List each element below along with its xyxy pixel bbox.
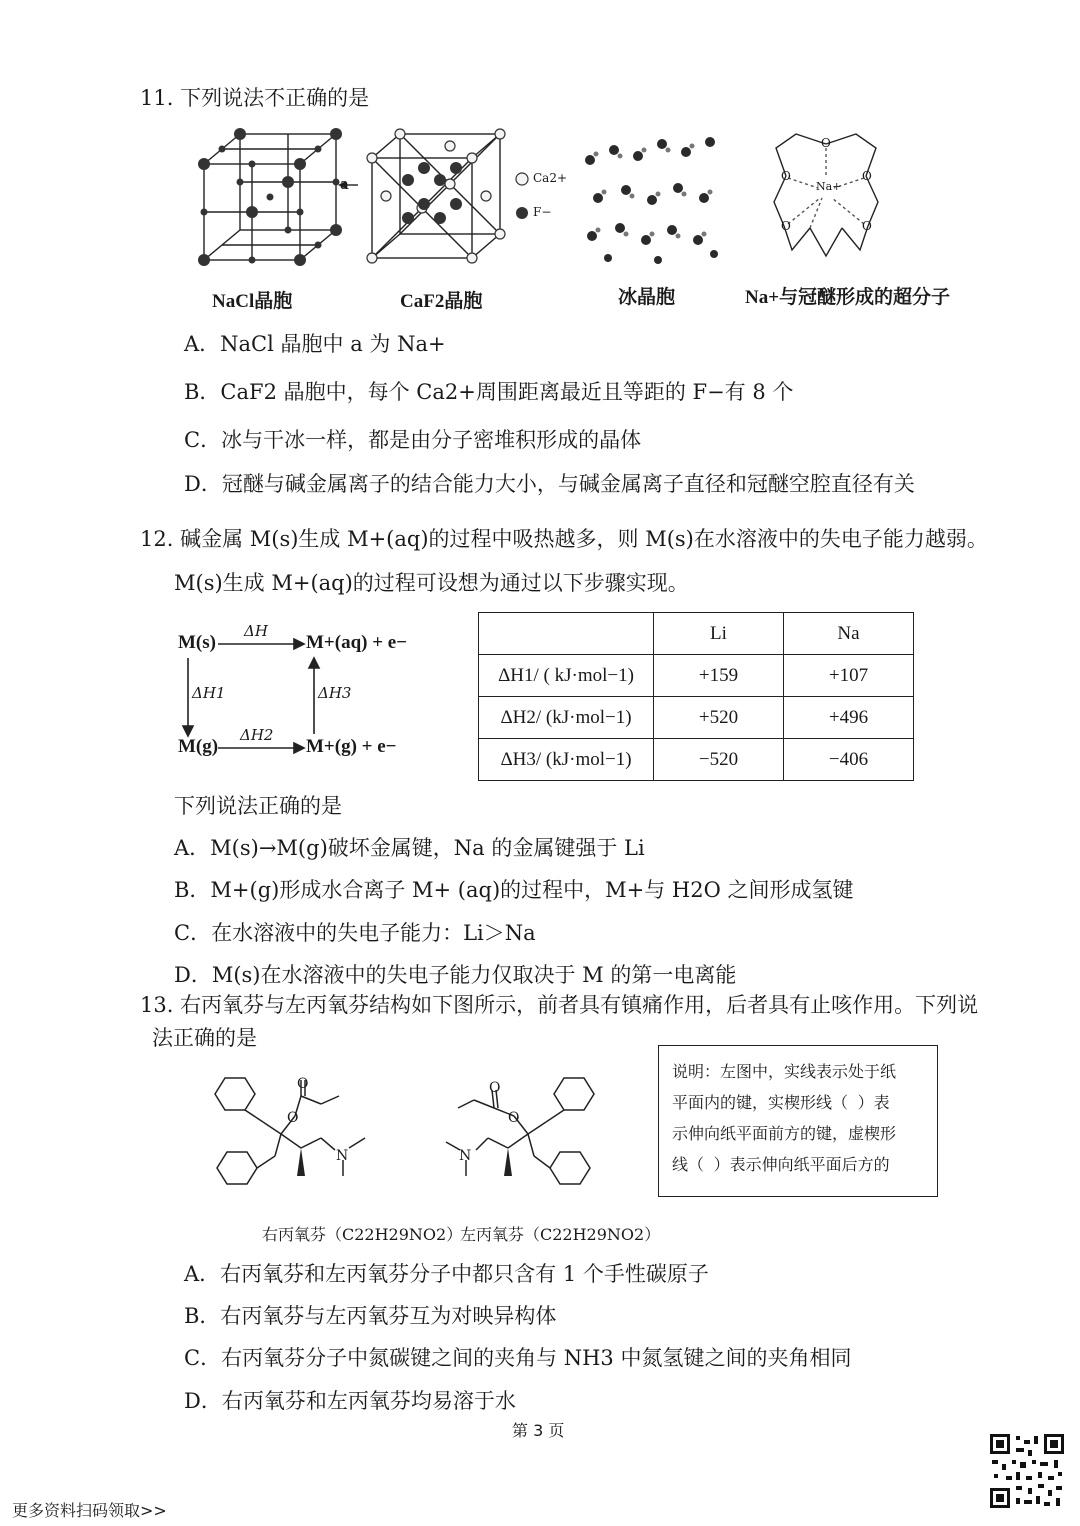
cycle-mpg: M+(g) + e− <box>306 736 397 757</box>
table-row <box>479 739 914 781</box>
q13-option-a: A．右丙氧芬和左丙氧芬分子中都只含有 1 个手性碳原子 <box>184 1262 709 1286</box>
q13-option-b: B．右丙氧芬与左丙氧芬互为对映异构体 <box>184 1304 557 1328</box>
q13-option-d: D．右丙氧芬和左丙氧芬均易溶于水 <box>184 1389 516 1413</box>
q11-option-b: B．CaF2 晶胞中，每个 Ca2+周围距离最近且等距的 F−有 8 个 <box>184 380 794 404</box>
table-cell: −406 <box>784 739 914 781</box>
q12-prompt: 下列说法正确的是 <box>174 794 342 818</box>
cycle-dh3: ΔH3 <box>318 684 352 702</box>
table-cell: +107 <box>784 655 914 697</box>
table-cell: ΔH2/ (kJ·mol−1) <box>479 697 654 739</box>
note-line: 说明：左图中，实线表示处于纸 <box>672 1062 897 1081</box>
caption-levopropoxyphene: 左丙氧芬（C22H29NO2） <box>460 1225 661 1244</box>
cycle-ms: M(s) <box>178 632 216 653</box>
caption-nacl: NaCl晶胞 <box>212 291 293 312</box>
table-cell: −520 <box>654 739 784 781</box>
caf2-legend-markers <box>514 170 530 220</box>
q13-stem-line1: 13. 右丙氧芬与左丙氧芬结构如下图所示，前者具有镇痛作用，后者具有止咳作用。下列说 <box>140 993 979 1017</box>
note-line: 平面内的键，实楔形线（ ）表 <box>672 1093 890 1112</box>
dextropropoxyphene-structure <box>205 1072 385 1202</box>
levo-n: N <box>459 1148 472 1164</box>
q12-option-a: A．M(s)→M(g)破坏金属键，Na 的金属键强于 Li <box>174 836 645 860</box>
note-line: 线（ ）表示伸向纸平面后方的 <box>672 1155 890 1174</box>
table-header-cell: Na <box>784 613 914 655</box>
table-row <box>479 697 914 739</box>
dextro-o-carbonyl: O <box>297 1076 309 1092</box>
cycle-dh1: ΔH1 <box>192 684 226 702</box>
caption-caf2: CaF2晶胞 <box>400 291 483 312</box>
levopropoxyphene-structure <box>444 1072 624 1202</box>
crown-o-label-5: O <box>862 219 872 233</box>
crown-o-label-4: O <box>781 219 791 233</box>
table-cell: ΔH3/ (kJ·mol−1) <box>479 739 654 781</box>
dextro-o-ester: O <box>287 1110 299 1126</box>
q13-stem-line2: 法正确的是 <box>152 1026 257 1050</box>
crown-o-label-3: O <box>862 169 872 183</box>
enthalpy-table <box>478 612 914 781</box>
nacl-arrow-label: a <box>340 175 349 193</box>
cycle-mg: M(g) <box>178 736 219 757</box>
table-row <box>479 655 914 697</box>
cycle-maq: M+(aq) + e− <box>306 632 408 653</box>
nacl-lattice-figure <box>192 128 362 268</box>
q11-stem: 11. 下列说法不正确的是 <box>140 86 370 110</box>
table-header-row <box>479 613 914 655</box>
table-cell: ΔH1/ ( kJ·mol−1) <box>479 655 654 697</box>
caption-ice: 冰晶胞 <box>618 287 676 308</box>
legend-ca-label: Ca2+ <box>533 171 568 185</box>
table-cell: +159 <box>654 655 784 697</box>
caption-crown-ether: Na+与冠醚形成的超分子 <box>745 287 951 308</box>
table-cell: +496 <box>784 697 914 739</box>
legend-f-label: F− <box>533 205 552 219</box>
q11-option-d: D．冠醚与碱金属离子的结合能力大小，与碱金属离子直径和冠醚空腔直径有关 <box>184 472 915 496</box>
q13-option-c: C．右丙氧芬分子中氮碳键之间的夹角与 NH3 中氮氢键之间的夹角相同 <box>184 1346 852 1370</box>
q12-line2: M(s)生成 M+(aq)的过程可设想为通过以下步骤实现。 <box>174 571 689 595</box>
caf2-lattice-figure <box>366 128 506 268</box>
crown-o-label-2: O <box>781 169 791 183</box>
caption-dextropropoxyphene: 右丙氧芬（C22H29NO2） <box>262 1225 463 1244</box>
ice-crystal-figure <box>578 128 728 268</box>
levo-o-ester: O <box>508 1110 520 1126</box>
levo-o-carbonyl: O <box>489 1080 501 1096</box>
crown-na-label: Na+ <box>816 180 842 193</box>
more-resources-link[interactable]: 更多资料扫码领取>> <box>12 1501 167 1520</box>
note-line: 示伸向纸平面前方的键，虚楔形 <box>672 1124 897 1143</box>
table-header-cell <box>479 613 654 655</box>
q11-option-c: C．冰与干冰一样，都是由分子密堆积形成的晶体 <box>184 428 642 452</box>
cycle-dh: ΔH <box>244 622 268 640</box>
crown-o-label-1: O <box>821 136 831 150</box>
q11-option-a: A．NaCl 晶胞中 a 为 Na+ <box>184 332 446 356</box>
table-cell: +520 <box>654 697 784 739</box>
cycle-dh2: ΔH2 <box>240 726 274 744</box>
q12-option-c: C．在水溶液中的失电子能力：Li＞Na <box>174 921 536 945</box>
q12-option-d: D．M(s)在水溶液中的失电子能力仅取决于 M 的第一电离能 <box>174 963 737 987</box>
qr-code-icon[interactable] <box>988 1432 1066 1510</box>
q12-option-b: B．M+(g)形成水合离子 M+ (aq)的过程中，M+与 H2O 之间形成氢键 <box>174 878 854 902</box>
page-number: 第 3 页 <box>512 1421 565 1440</box>
q12-stem: 12. 碱金属 M(s)生成 M+(aq)的过程中吸热越多，则 M(s)在水溶液中的失电子能力越弱。 <box>140 527 988 551</box>
table-header-cell: Li <box>654 613 784 655</box>
dextro-n: N <box>336 1148 349 1164</box>
